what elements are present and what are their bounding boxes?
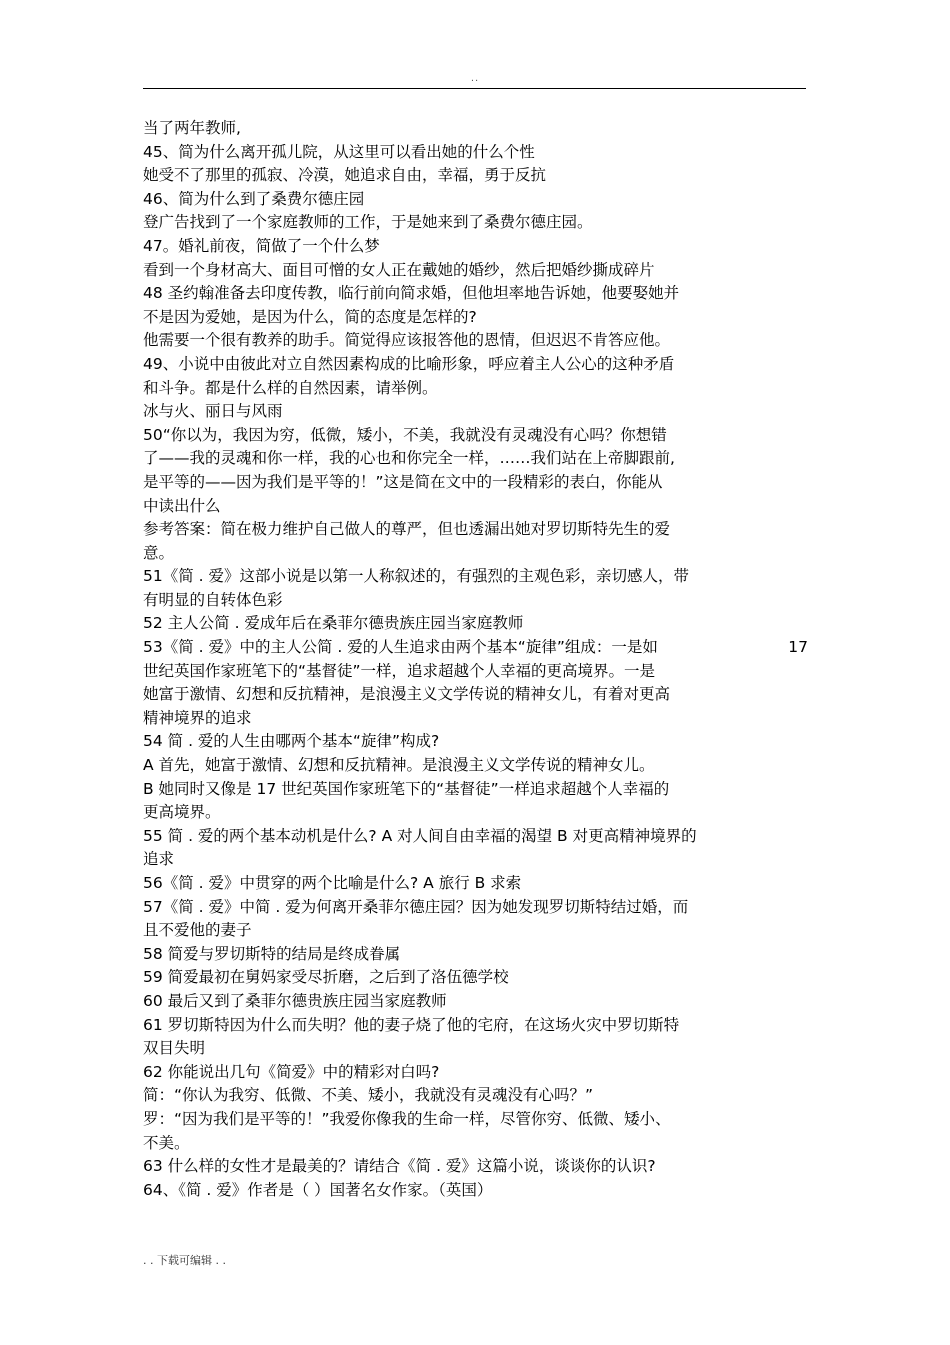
text-line: 49、小说中由彼此对立自然因素构成的比喻形象，呼应着主人公心的这种矛盾 (143, 354, 675, 373)
text-line: 且不爱他的妻子 (143, 921, 252, 940)
text-line-53 (143, 636, 808, 660)
text-line: 54 简 . 爱的人生由哪两个基本“旋律”构成? (143, 732, 440, 751)
text-line: 世纪英国作家班笔下的“基督徒”一样，追求超越个人幸福的更高境界。一是 (143, 661, 656, 680)
text-line: 48 圣约翰准备去印度传教，临行前向简求婚，但他坦率地告诉她，他要娶她并 (143, 284, 680, 303)
text-line: 55 简 . 爱的两个基本动机是什么? A 对人间自由幸福的渴望 B 对更高精神境界的 (143, 826, 697, 845)
text-line: 罗：“因为我们是平等的！”我爱你像我的生命一样，尽管你穷、低微、矮小、 (143, 1109, 671, 1128)
text-line: 有明显的自转体色彩 (143, 590, 283, 609)
text-line: 精神境界的追求 (143, 708, 252, 727)
text-line: 双目失明 (143, 1039, 206, 1058)
text-line: 61 罗切斯特因为什么而失明？他的妻子烧了他的宅府，在这场火灾中罗切斯特 (143, 1015, 680, 1034)
header-mark: .. (470, 73, 480, 84)
header-divider (143, 88, 806, 89)
text-line: 46、简为什么到了桑费尔德庄园 (143, 189, 365, 208)
text-line: 冰与火、丽日与风雨 (143, 402, 283, 421)
text-line: 登广告找到了一个家庭教师的工作，于是她来到了桑费尔德庄园。 (143, 213, 593, 232)
text-line: 56《简 . 爱》中贯穿的两个比喻是什么? A 旅行 B 求索 (143, 874, 522, 892)
text-line: 简：“你认为我穷、低微、不美、矮小，我就没有灵魂没有心吗？” (143, 1086, 594, 1105)
text-line: 是平等的——因为我们是平等的！”这是简在文中的一段精彩的表白，你能从 (143, 472, 663, 491)
text-line-tail: 17 (788, 638, 808, 657)
text-line: 中读出什么 (143, 496, 221, 515)
text-line: 47。婚礼前夜，简做了一个什么梦 (143, 236, 380, 255)
text-line: 不美。 (143, 1133, 190, 1152)
text-line: 45、简为什么离开孤儿院，从这里可以看出她的什么个性 (143, 142, 535, 161)
text-line: 参考答案：简在极力维护自己做人的尊严，但也透漏出她对罗切斯特先生的爱 (143, 520, 671, 539)
text-line: 52 主人公简 . 爱成年后在桑菲尔德贵族庄园当家庭教师 (143, 614, 524, 633)
text-line: B 她同时又像是 17 世纪英国作家班笔下的“基督徒”一样追求超越个人幸福的 (143, 779, 670, 798)
text-line: 和斗争。都是什么样的自然因素，请举例。 (143, 378, 438, 397)
text-line: 59 简爱最初在舅妈家受尽折磨，之后到了洛伍德学校 (143, 968, 509, 987)
text-line: 57《简 . 爱》中简 . 爱为何离开桑菲尔德庄园？因为她发现罗切斯特结过婚，而 (143, 897, 689, 916)
text-line: 50“你以为，我因为穷，低微，矮小，不美，我就没有灵魂没有心吗？你想错 (143, 425, 667, 444)
text-line: 追求 (143, 850, 175, 869)
text-line: 看到一个身材高大、面目可憎的女人正在戴她的婚纱，然后把婚纱撕成碎片 (143, 260, 655, 279)
text-line: 53《简 . 爱》中的主人公简 . 爱的人生追求由两个基本“旋律”组成：一是如 (143, 638, 658, 657)
text-line: 63 什么样的女性才是最美的？请结合《简 . 爱》这篇小说，谈谈你的认识? (143, 1157, 656, 1176)
text-line: 意。 (143, 543, 175, 562)
text-line: 更高境界。 (143, 803, 221, 822)
document-body (143, 117, 823, 1202)
text-line: 他需要一个很有教养的助手。简觉得应该报答他的恩情，但迟迟不肯答应他。 (143, 331, 671, 350)
text-line: 她富于激情、幻想和反抗精神，是浪漫主义文学传说的精神女儿，有着对更高 (143, 685, 671, 704)
text-line: 64、《简 . 爱》作者是（ ）国著名女作家。（英国） (143, 1180, 493, 1199)
text-line: 58 简爱与罗切斯特的结局是终成眷属 (143, 944, 401, 963)
text-line: A 首先，她富于激情、幻想和反抗精神。是浪漫主义文学传说的精神女儿。 (143, 756, 655, 775)
text-line: 了——我的灵魂和你一样，我的心也和你完全一样，……我们站在上帝脚跟前, (143, 449, 675, 468)
text-line: 51《简 . 爱》这部小说是以第一人称叙述的，有强烈的主观色彩，亲切感人，带 (143, 567, 690, 586)
text-line: 不是因为爱她，是因为什么，简的态度是怎样的? (143, 307, 477, 326)
footer-note: . . 下载可编辑 . . (143, 1254, 226, 1267)
text-line: 当了两年教师, (143, 119, 241, 137)
text-line: 60 最后又到了桑菲尔德贵族庄园当家庭教师 (143, 991, 447, 1010)
text-line: 她受不了那里的孤寂、冷漠，她追求自由，幸福，勇于反抗 (143, 166, 547, 185)
text-line: 62 你能说出几句《简爱》中的精彩对白吗? (143, 1062, 440, 1081)
